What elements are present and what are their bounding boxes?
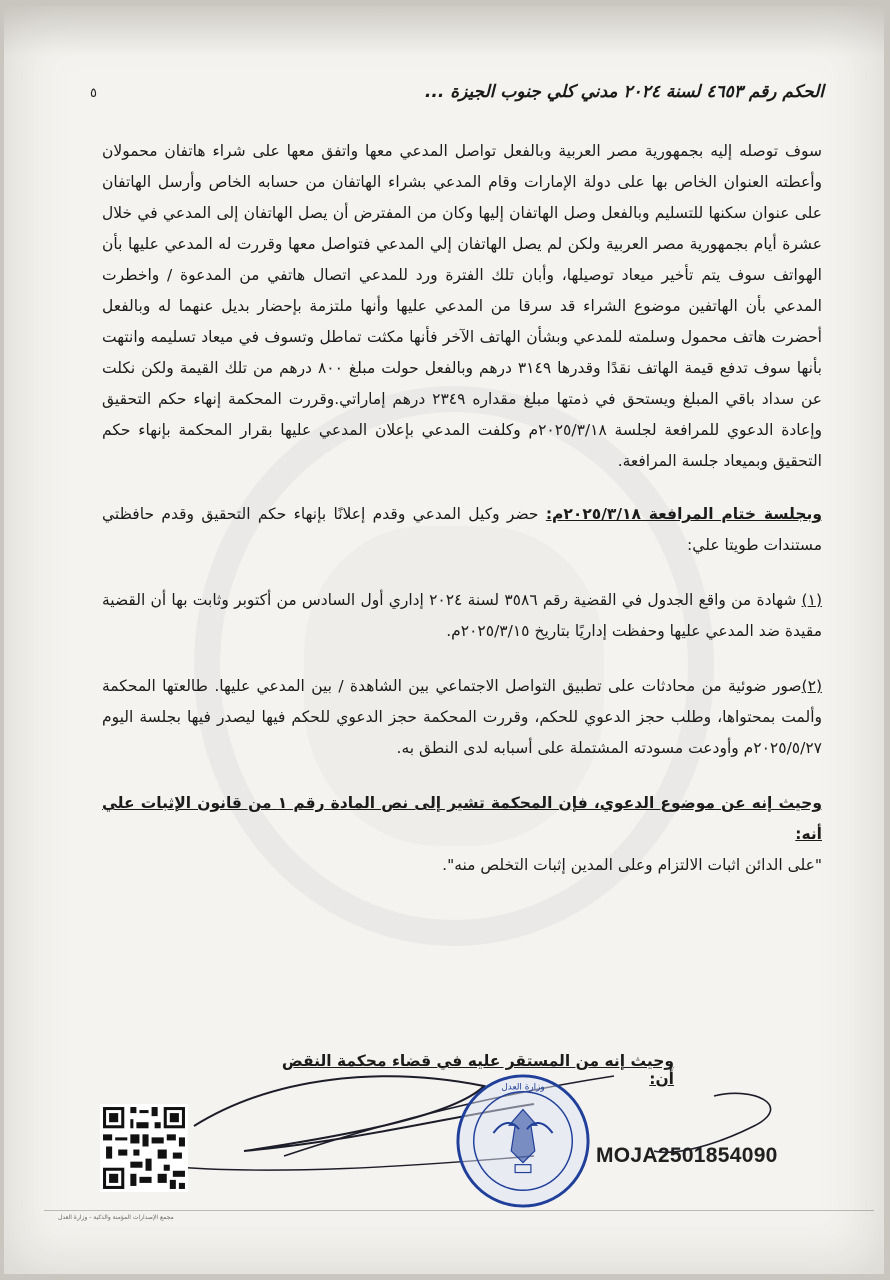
ministry-stamp [454,1072,592,1210]
session-heading: وبجلسة ختام المرافعة ٢٠٢٥/٣/١٨م: [545,505,822,523]
qr-code [100,1104,188,1192]
document-page [4,6,884,1274]
item-text: صور ضوئية من محادثات على تطبيق التواصل الاجتماعي بين الشاهدة / بين المدعي عليها. طالعتها المحكمة وألمت بمحتواها، وطلب حجز الدعوي للحكم، وقررت المحكمة حجز الدعوي للحكم فيها ليصدر فيها بجلسة اليوم ٢٠٢٥/٥/٢٧م وأودعت مسودته المشتملة على أسبابه لدى النطق به. [102,677,822,757]
item-number: (١) [801,591,822,609]
legal-quote: "على الدائن اثبات الالتزام وعلى المدين إثبات التخلص منه". [442,856,822,874]
legal-heading: وحيث إنه عن موضوع الدعوي، فإن المحكمة تشير إلى نص المادة رقم ١ من قانون الإثبات علي أنه: [102,794,822,843]
page-marker: ٥ [90,86,97,101]
document-code: MOJA2501854090 [596,1144,778,1167]
facts-paragraph: سوف توصله إليه بجمهورية مصر العربية وبالفعل تواصل المدعي معها واتفق معها على شراء هاتفان محمولان وأعطته العنوان الخاص بها على دولة الإمارات وقام المدعي بشراء الهاتفان من حسابه الخاص وأرسل الهاتفان على عنوان سكنها للتسليم وبالفعل وصل الهاتفان إليها وكان من المفترض أن يصل الهاتفان إلى المدعي في خلال عشرة أيام بجمهورية مصر العربية ولكن لم يصل الهاتفان إلي المدعي فتواصل معها وقررت له المدعي عليها بأن الهواتف سوف يتم تأخير ميعاد توصيلها، وأبان تلك الفترة ورد للمدعي اتصال هاتفي من المدعوة / واخطرت المدعي بأن الهاتفين موضوع الشراء قد سرقا من المدعي عليها وأنها ملتزمة بإحضار بديل عنهما له وبالفعل أحضرت هاتف محمول وسلمته للمدعي وبشأن الهاتف الآخر فأنها مكثت تماطل وتسوف في ميعاد تسليمه وانتهت بأنها سوف تدفع قيمة الهاتف نقدًا وقدرها ٣١٤٩ درهم وبالفعل حولت مبلغ ٨٠٠ درهم من تلك القيمة ولكن نكلت عن سداد باقي المبلغ ويستحق في ذمتها مبلغ مقداره ٢٣٤٩ درهم إماراتي.وقررت المحكمة إنهاء حكم التحقيق وإعادة الدعوي للمرافعة لجلسة ٢٠٢٥/٣/١٨م وكلفت المدعي بإعلان المدعي عليها بقرار المحكمة بإنهاء حكم التحقيق وبميعاد جلسة المرافعة. [102,142,822,470]
session-paragraph [102,499,822,561]
item-number: (٢) [801,677,822,695]
footer-text: مجمع الإصدارات المؤمنة والذكية - وزارة العدل [58,1214,174,1221]
case-title: الحكم رقم ٤٦٥٣ لسنة ٢٠٢٤ مدني كلي جنوب الجيزة ... [424,82,824,102]
stamp-text: وزارة العدل [501,1082,545,1093]
footer-divider [44,1210,874,1211]
closing-line: وحيث إنه من المستقر عليه في قضاء محكمة النقض أن: [281,1052,674,1088]
session-text: حضر وكيل المدعي وقدم إعلانًا بإنهاء حكم التحقيق وقدم حافظتي مستندات طويتا علي: [102,505,822,554]
document-item-2 [102,671,822,764]
document-body [102,136,822,881]
document-item-1 [102,585,822,647]
paper-shadow [4,6,884,56]
item-text: شهادة من واقع الجدول في القضية رقم ٣٥٨٦ لسنة ٢٠٢٤ إداري أول السادس من أكتوبر وثابت بها أن القضية مقيدة ضد المدعي عليها وحفظت إداريًا بتاريخ ٢٠٢٥/٣/١٥م. [102,591,822,640]
